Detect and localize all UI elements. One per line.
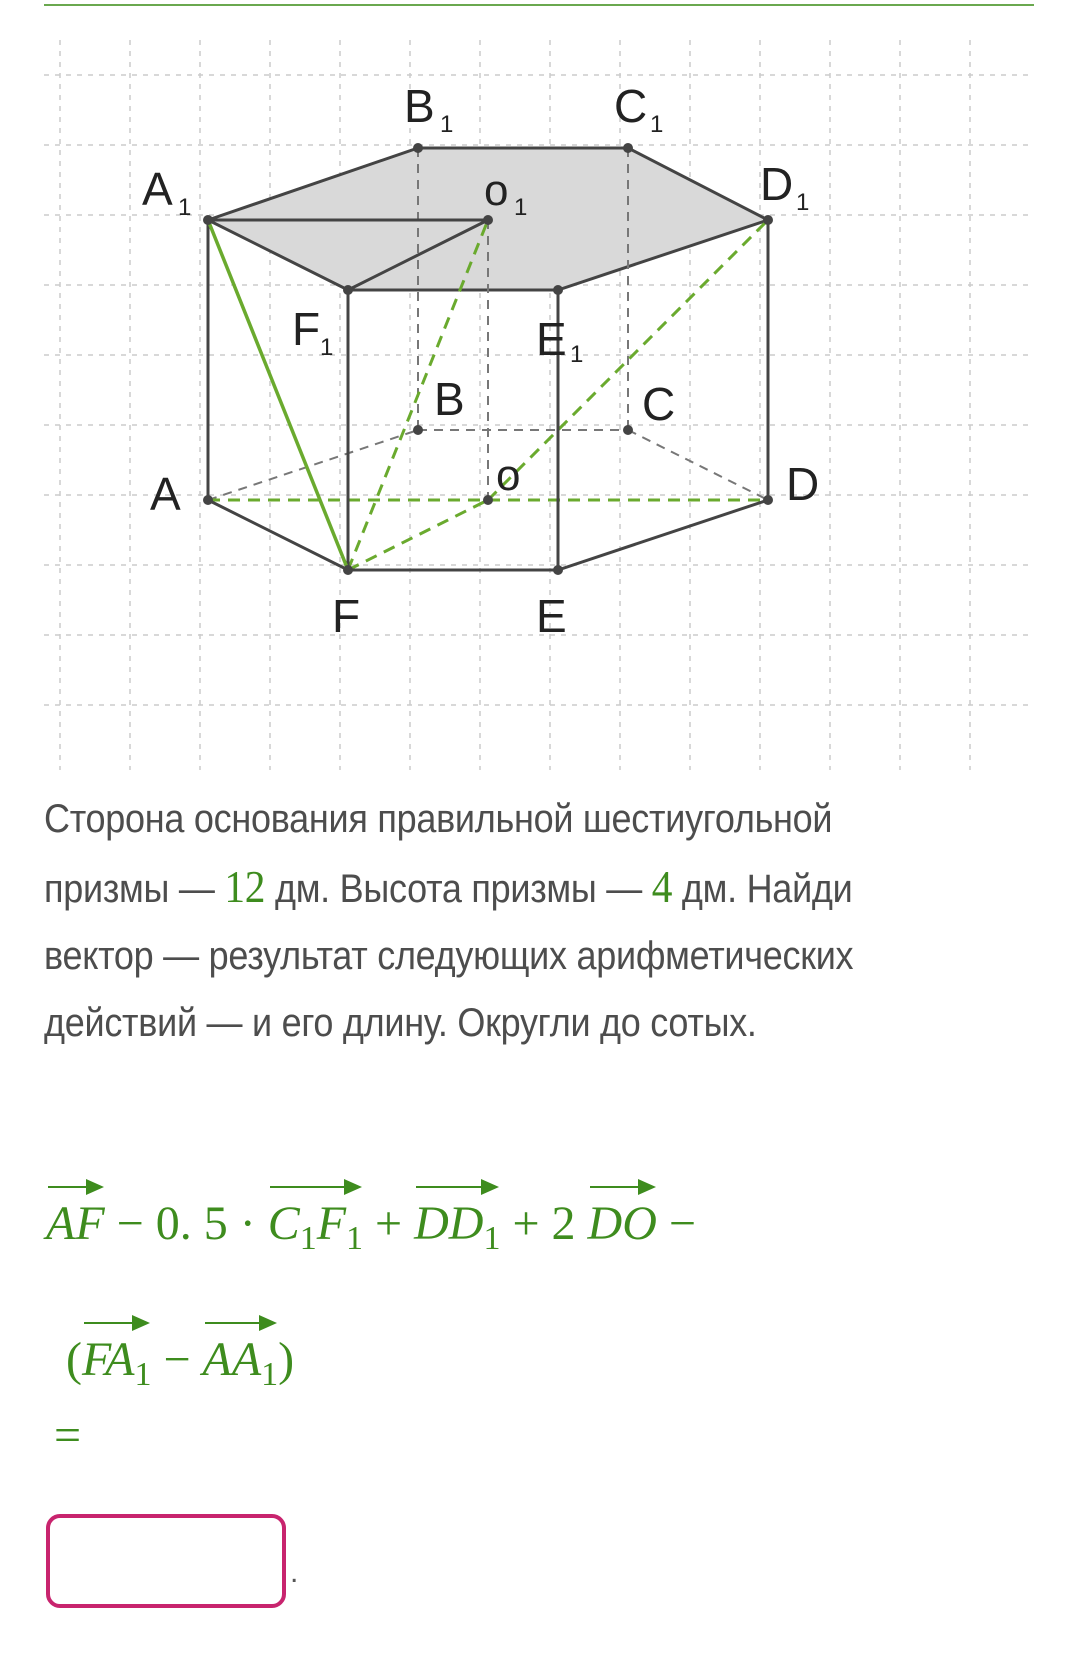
label-a1: A: [142, 163, 173, 215]
label-a: A: [150, 468, 181, 520]
prism-figure: [0, 0, 1080, 780]
answer-input[interactable]: [46, 1514, 286, 1608]
label-c1: C: [614, 80, 648, 132]
answer-period: .: [290, 1556, 299, 1589]
svg-text:1: 1: [796, 189, 810, 216]
label-o: o: [496, 451, 521, 500]
vector-af: AF: [46, 1197, 105, 1250]
vector-c1f1: $C_1F_1$: [267, 1197, 364, 1257]
svg-text:1: 1: [570, 341, 584, 368]
svg-text:1: 1: [320, 334, 334, 361]
problem-text: Сторона основания правильной шестиугольной призмы — 12 дм. Высота призмы — 4 дм. Найди вектор — результат следующих арифметических действий — и его длину. Округли до сотых.: [44, 797, 854, 1045]
label-b1: B: [404, 80, 435, 132]
label-f1: F: [292, 303, 321, 355]
formula-line-1: AF − 0. $5 \cdot C_1F_1 + DD_1 + 2$ DO −: [46, 1197, 696, 1257]
label-c: C: [642, 378, 676, 430]
vector-do: DO: [587, 1197, 657, 1250]
vector-fa1: $FA_1$: [81, 1333, 152, 1393]
equals-sign: =: [54, 1409, 82, 1462]
label-b: B: [434, 373, 465, 425]
side-value: 12: [224, 861, 266, 912]
svg-text:1: 1: [440, 111, 454, 138]
height-value: 4: [651, 861, 673, 912]
label-e1: E: [536, 313, 567, 365]
svg-text:1: 1: [650, 111, 664, 138]
label-o1: o: [484, 166, 509, 215]
formula-line-2: $(FA_1 - AA_1)$: [66, 1333, 295, 1393]
label-d1: D: [760, 158, 794, 210]
vector-aa1: $AA_1$: [202, 1333, 279, 1393]
label-e: E: [536, 590, 567, 642]
svg-text:1: 1: [514, 194, 528, 221]
vector-dd1: $DD_1$: [414, 1197, 501, 1257]
label-f: F: [332, 590, 361, 642]
label-d: D: [786, 458, 820, 510]
svg-text:1: 1: [178, 194, 192, 221]
